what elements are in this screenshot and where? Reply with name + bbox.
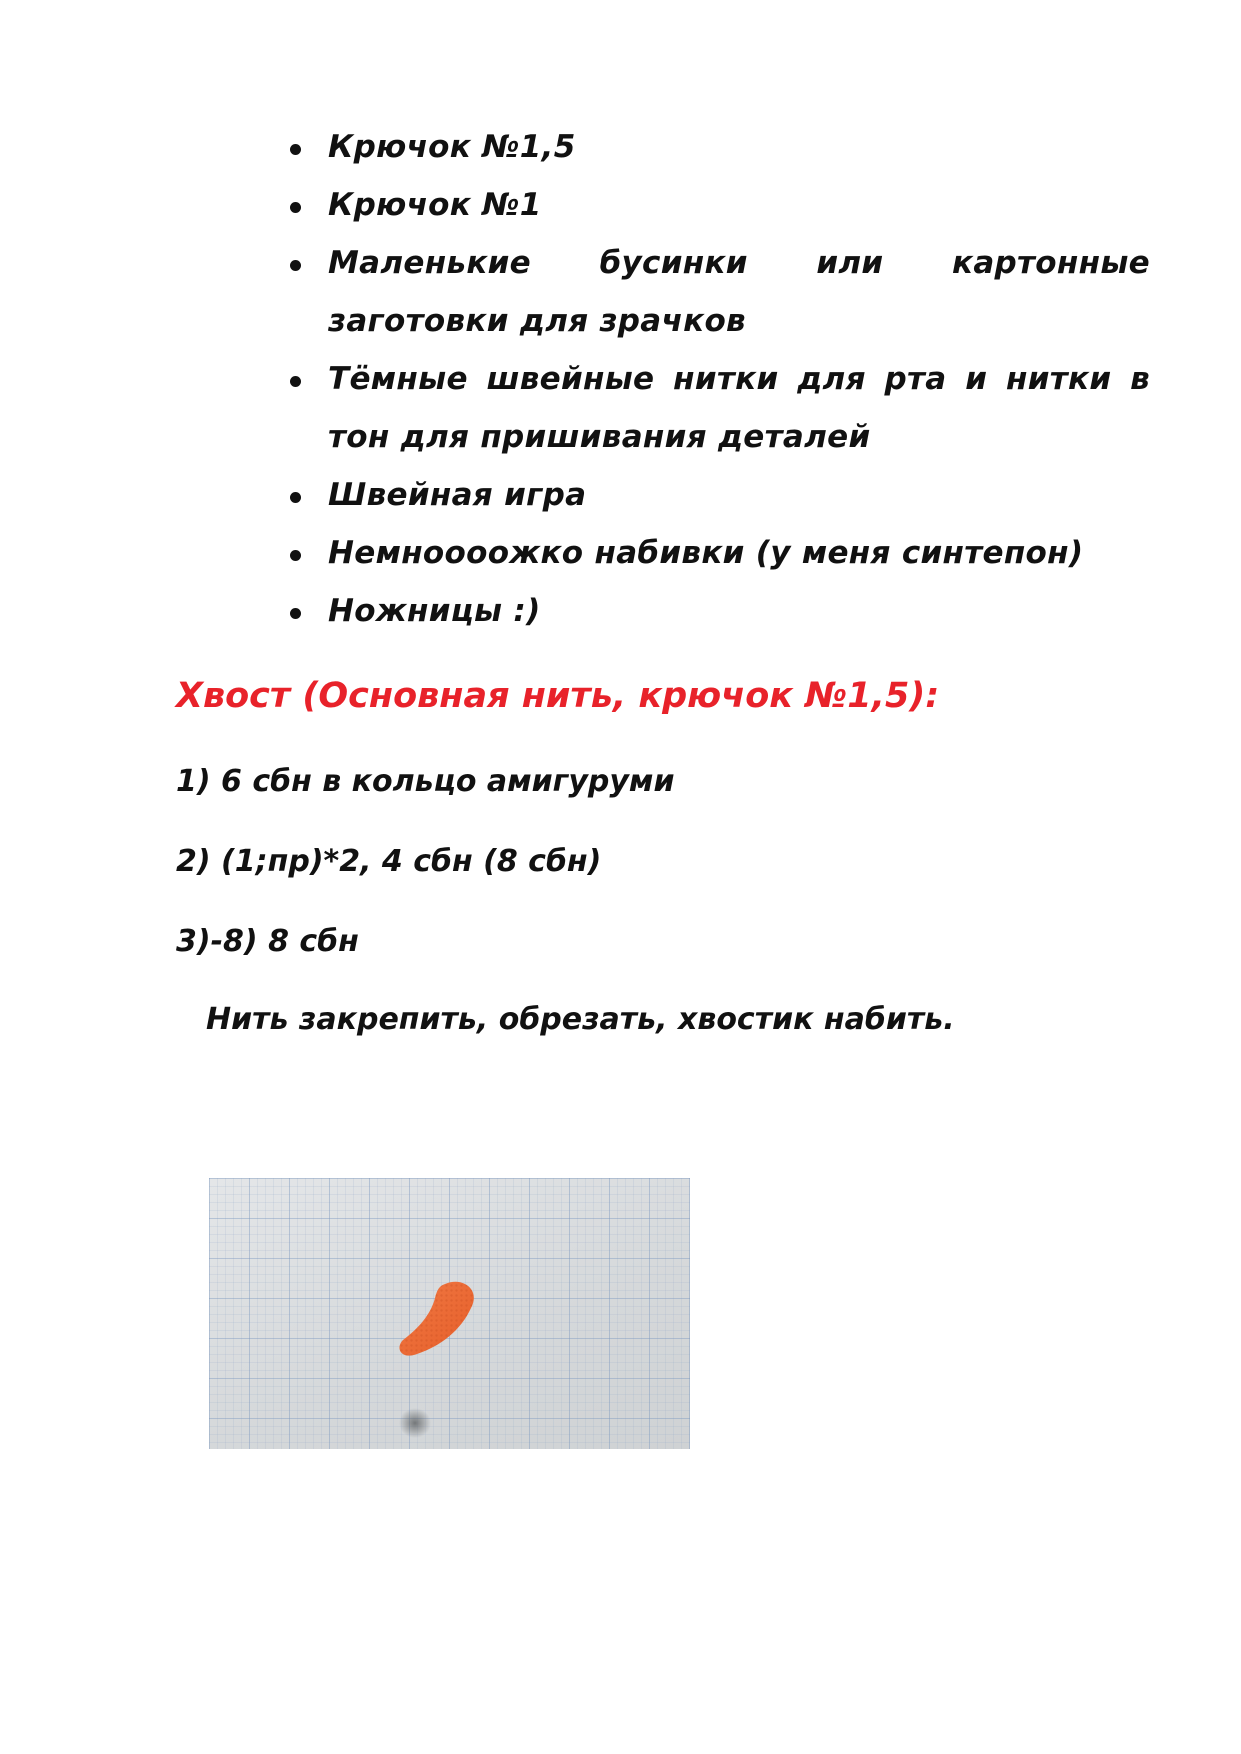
list-item: Немноооожко набивки (у меня синтепон) [290, 524, 1150, 582]
finishing-note: Нить закрепить, обрезать, хвостик набить. [206, 1002, 955, 1037]
list-item: Ножницы :) [290, 582, 1150, 640]
list-item: Маленькие бусинки или картонные заготовки для зрачков [290, 234, 1150, 350]
tail-photo [209, 1178, 690, 1449]
list-item: Тёмные швейные нитки для рта и нитки в тон для пришивания деталей [290, 350, 1150, 466]
materials-list [290, 118, 1150, 640]
pattern-step: 2) (1;пр)*2, 4 сбн (8 сбн) [176, 844, 602, 879]
pattern-step: 1) 6 сбн в кольцо амигуруми [176, 764, 675, 799]
list-item: Крючок №1,5 [290, 118, 1150, 176]
pattern-step: 3)-8) 8 сбн [176, 924, 359, 959]
list-item: Крючок №1 [290, 176, 1150, 234]
section-title: Хвост (Основная нить, крючок №1,5): [176, 676, 940, 716]
crocheted-tail-image [209, 1178, 690, 1449]
list-item: Швейная игра [290, 466, 1150, 524]
